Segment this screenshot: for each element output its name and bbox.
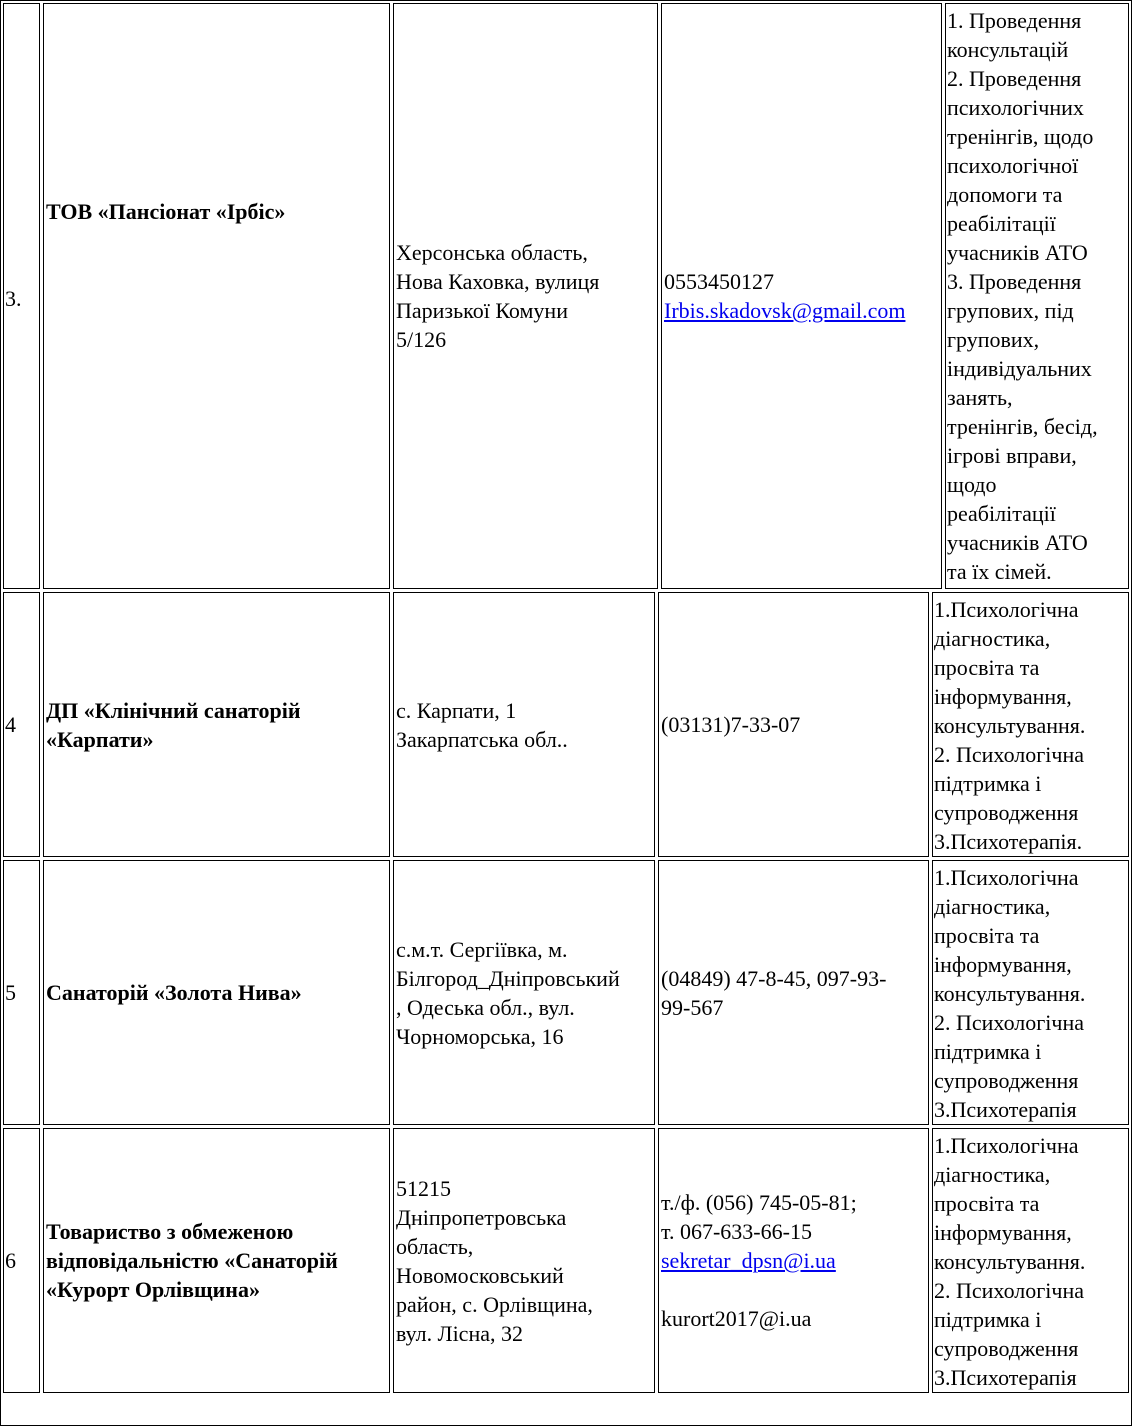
email-link[interactable]: sekretar_dpsn@i.ua (661, 1248, 836, 1273)
organization-name: ДП «Клінічний санаторій «Карпати» (43, 592, 390, 857)
email-link[interactable]: Irbis.skadovsk@gmail.com (664, 298, 906, 323)
phone-number: (04849) 47-8-45, 097-93- 99-567 (661, 965, 887, 1020)
services-cell: 1. Проведення консультацій 2. Проведення психологічних тренінгів, щодо психологічної допомоги та реабілітації учасників АТО 3. Проведення групових, під групових, індивідуальних занять, тренінгів, бесід, ігрові вправи, щодо реабілітації учасників АТО та їх сімей. (945, 3, 1129, 589)
email-text: kurort2017@i.ua (661, 1306, 812, 1331)
row-number: 6 (3, 1128, 40, 1393)
contact-cell (658, 860, 929, 1125)
row-number: 4 (3, 592, 40, 857)
row-number: 5 (3, 860, 40, 1125)
organization-name: ТОВ «Пансіонат «Ірбіс» (43, 3, 390, 589)
services-cell: 1.Психологічна діагностика, просвіта та інформування, консультування. 2. Психологічна підтримка і супроводження 3.Психотерапія (932, 860, 1129, 1125)
services-cell: 1.Психологічна діагностика, просвіта та інформування, консультування. 2. Психологічна підтримка і супроводження 3.Психотерапія (932, 1128, 1129, 1393)
phone-number: (03131)7-33-07 (661, 712, 801, 737)
contact-cell (661, 3, 942, 589)
table-row (0, 3, 1132, 589)
row-number: 3. (3, 3, 40, 589)
contact-cell (658, 592, 929, 857)
table-row (0, 860, 1132, 1125)
organization-name: Санаторій «Золота Нива» (43, 860, 390, 1125)
table-row (0, 1128, 1132, 1393)
address-cell: с. Карпати, 1 Закарпатська обл.. (393, 592, 655, 857)
phone-number: т./ф. (056) 745-05-81; (661, 1190, 857, 1215)
address-cell: Херсонська область, Нова Каховка, вулиця Паризької Комуни 5/126 (393, 3, 658, 589)
phone-number: 0553450127 (664, 269, 774, 294)
services-cell: 1.Психологічна діагностика, просвіта та інформування, консультування. 2. Психологічна підтримка і супроводження 3.Психотерапія. (932, 592, 1129, 857)
address-cell: 51215 Дніпропетровська область, Новомосковський район, с. Орлівщина, вул. Лісна, 32 (393, 1128, 655, 1393)
contact-cell (658, 1128, 929, 1393)
table-row (0, 592, 1132, 857)
organization-name: Товариство з обмеженою відповідальністю «Санаторій «Курорт Орлівщина» (43, 1128, 390, 1393)
phone-number: т. 067-633-66-15 (661, 1219, 812, 1244)
address-cell: с.м.т. Сергіївка, м. Білгород_Дніпровський , Одеська обл., вул. Чорноморська, 16 (393, 860, 655, 1125)
